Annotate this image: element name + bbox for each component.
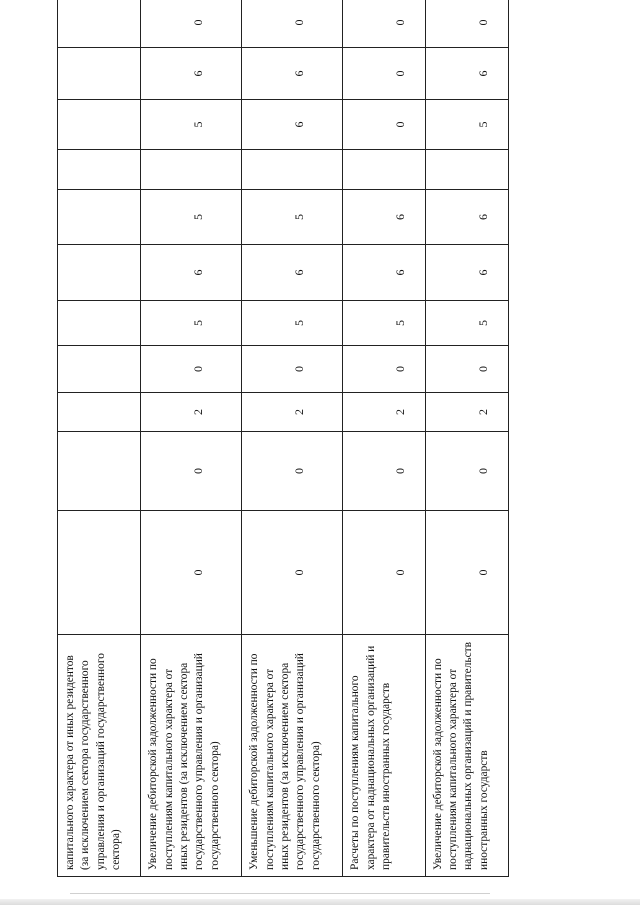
table-cell: 0 [425, 432, 508, 511]
table-cell: 5 [425, 100, 508, 150]
table-cell [58, 245, 141, 301]
table-cell [58, 301, 141, 346]
table-cell [343, 150, 425, 190]
rotated-table-wrapper [57, 19, 509, 877]
table-cell: 0 [343, 48, 425, 100]
table-cell: 0 [242, 0, 343, 48]
table-row [425, 0, 508, 877]
table-row [242, 0, 343, 877]
table-cell: 0 [141, 511, 242, 635]
row-label: Уменьшение дебиторской задолженности по поступлениям капитального характера от иных резидентов (за исключением сектора государственного управления и организаций государственного сектора) [242, 635, 343, 877]
table-cell: 0 [242, 346, 343, 393]
table-cell [58, 432, 141, 511]
table-cell: 5 [242, 190, 343, 245]
table-cell [58, 100, 141, 150]
table-cell: 2 [343, 393, 425, 432]
table-row [58, 0, 141, 877]
table-row [141, 0, 242, 877]
table-cell [141, 150, 242, 190]
table-cell: 6 [242, 100, 343, 150]
table-cell: 2 [425, 393, 508, 432]
scan-edge [0, 899, 640, 905]
table-cell: 5 [141, 190, 242, 245]
table-cell [58, 393, 141, 432]
table-cell: 6 [242, 48, 343, 100]
table-cell: 5 [141, 100, 242, 150]
table-cell: 5 [425, 301, 508, 346]
table-cell: 5 [141, 301, 242, 346]
table-cell [58, 511, 141, 635]
table-cell: 6 [425, 48, 508, 100]
table-body [58, 0, 509, 877]
table-cell: 2 [242, 393, 343, 432]
table-cell: 6 [425, 245, 508, 301]
table-cell: 0 [343, 0, 425, 48]
table-cell: 6 [425, 190, 508, 245]
table-cell: 6 [242, 245, 343, 301]
row-label: капитального характера от иных резидентов (за исключением сектора государственного управления и организаций государственного сектора) [58, 635, 141, 877]
table-cell [58, 346, 141, 393]
table-row [343, 0, 425, 877]
scan-artifact-line [70, 893, 490, 894]
table-cell: 0 [343, 432, 425, 511]
row-label: Увеличение дебиторской задолженности по поступлениям капитального характера от иных резидентов (за исключением сектора государственного управления и организаций государственного сектора) [141, 635, 242, 877]
table-cell: 0 [343, 511, 425, 635]
table-cell [242, 150, 343, 190]
table-cell: 0 [425, 0, 508, 48]
table-cell: 0 [141, 432, 242, 511]
table-cell [58, 0, 141, 48]
table-cell: 5 [242, 301, 343, 346]
table-cell: 6 [343, 245, 425, 301]
table-cell: 6 [141, 48, 242, 100]
table-cell: 0 [343, 346, 425, 393]
table-cell: 5 [343, 301, 425, 346]
row-label: Расчеты по поступлениям капитального характера от наднациональных организаций и правительств иностранных государств [343, 635, 425, 877]
table-cell: 0 [242, 511, 343, 635]
table-cell: 0 [242, 432, 343, 511]
table-cell [58, 150, 141, 190]
row-label: Увеличение дебиторской задолженности по поступлениям капитального характера от наднациональных организаций и правительств иностранных государств [425, 635, 508, 877]
table-cell [58, 48, 141, 100]
table-cell [58, 190, 141, 245]
table-cell: 2 [141, 393, 242, 432]
table-cell: 0 [425, 511, 508, 635]
table-cell: 0 [141, 346, 242, 393]
table-cell: 6 [343, 190, 425, 245]
table-cell: 0 [141, 0, 242, 48]
table-cell: 0 [425, 346, 508, 393]
budget-classification-table [57, 0, 509, 877]
table-cell [425, 150, 508, 190]
table-cell: 0 [343, 100, 425, 150]
table-cell: 6 [141, 245, 242, 301]
